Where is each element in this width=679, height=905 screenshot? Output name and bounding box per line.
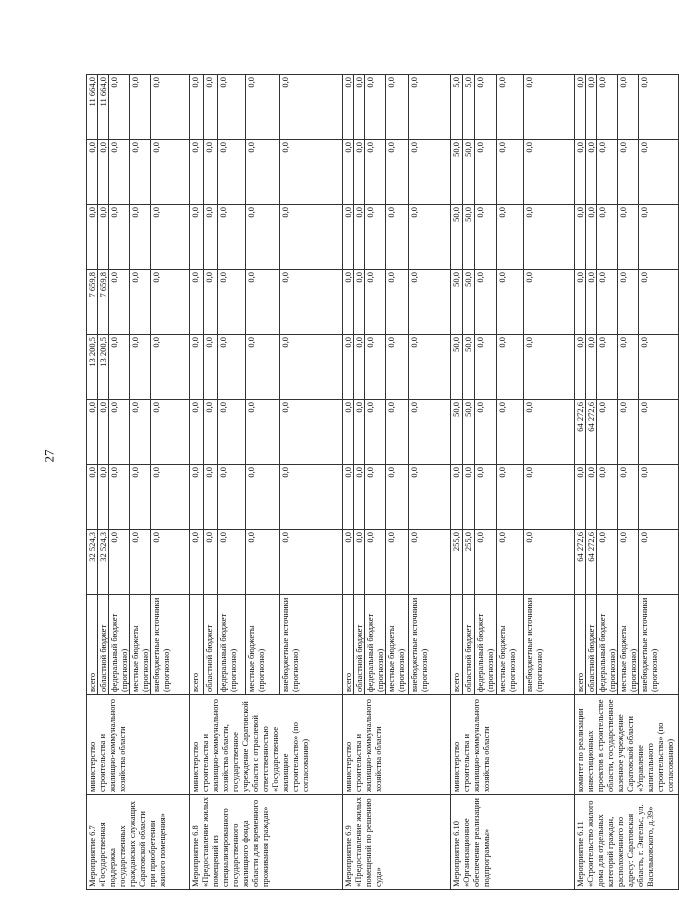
- value-cell: 64 272,6: [586, 400, 597, 465]
- value-cell: 0,0: [618, 335, 639, 400]
- funding-source-cell: федеральный бюджет (прогнозно): [109, 595, 130, 695]
- funding-source-cell: всего: [451, 595, 463, 695]
- funding-source-cell: местные бюджеты (прогнозно): [130, 595, 151, 695]
- value-cell: 0,0: [204, 205, 218, 270]
- value-cell: 0,0: [204, 465, 218, 530]
- funding-source-cell: внебюджетные источники (прогнозно): [409, 595, 451, 695]
- value-cell: 0,0: [409, 270, 451, 335]
- value-cell: 0,0: [151, 530, 190, 595]
- value-cell: 32 524,3: [87, 530, 98, 595]
- value-cell: 50,0: [451, 400, 463, 465]
- value-cell: 0,0: [475, 335, 497, 400]
- measure-cell: Мероприятие 6.7 «Государственная поддержка государственных гражданских служащих Саратовской области при приобретении жилого помещения»: [87, 795, 190, 890]
- funding-source-cell: областной бюджет: [354, 595, 365, 695]
- funding-table: [86, 74, 679, 890]
- value-cell: 0,0: [524, 75, 575, 140]
- value-cell: 0,0: [354, 530, 365, 595]
- value-cell: 0,0: [575, 140, 586, 205]
- value-cell: 0,0: [109, 335, 130, 400]
- value-cell: 0,0: [246, 400, 280, 465]
- value-cell: 0,0: [524, 335, 575, 400]
- funding-source-cell: федеральный бюджет (прогнозно): [218, 595, 246, 695]
- value-cell: 0,0: [597, 335, 618, 400]
- value-cell: 0,0: [87, 400, 98, 465]
- value-cell: 0,0: [497, 205, 524, 270]
- executor-cell: министерство строительства и жилищно-коммунального хозяйства области: [451, 695, 575, 795]
- table-row: [343, 75, 354, 890]
- value-cell: 0,0: [597, 205, 618, 270]
- value-cell: 0,0: [130, 335, 151, 400]
- value-cell: 0,0: [280, 335, 343, 400]
- value-cell: 0,0: [87, 465, 98, 530]
- value-cell: 0,0: [343, 400, 354, 465]
- value-cell: 0,0: [246, 530, 280, 595]
- value-cell: 0,0: [365, 400, 386, 465]
- value-cell: 0,0: [190, 140, 204, 205]
- value-cell: 0,0: [475, 465, 497, 530]
- value-cell: 0,0: [130, 75, 151, 140]
- value-cell: 0,0: [109, 75, 130, 140]
- value-cell: 50,0: [463, 400, 475, 465]
- rotated-table-container: [86, 75, 675, 890]
- value-cell: 0,0: [597, 140, 618, 205]
- value-cell: 0,0: [190, 205, 204, 270]
- value-cell: 0,0: [218, 530, 246, 595]
- value-cell: 0,0: [597, 465, 618, 530]
- value-cell: 0,0: [98, 140, 109, 205]
- value-cell: 0,0: [618, 140, 639, 205]
- value-cell: 0,0: [497, 400, 524, 465]
- value-cell: 0,0: [639, 465, 679, 530]
- funding-source-cell: всего: [190, 595, 204, 695]
- executor-cell: министерство строительства и жилищно-коммунального хозяйства области, государственное учреждение Саратовской области с отраслевой ответственностью «Государственное жилищное строительство» (по согласованию): [190, 695, 343, 795]
- value-cell: 0,0: [639, 205, 679, 270]
- value-cell: 0,0: [204, 335, 218, 400]
- funding-source-cell: всего: [87, 595, 98, 695]
- funding-source-cell: областной бюджет: [204, 595, 218, 695]
- value-cell: 0,0: [109, 205, 130, 270]
- value-cell: 0,0: [597, 530, 618, 595]
- value-cell: 0,0: [365, 140, 386, 205]
- funding-source-cell: федеральный бюджет (прогнозно): [475, 595, 497, 695]
- value-cell: 50,0: [451, 270, 463, 335]
- value-cell: 0,0: [343, 530, 354, 595]
- value-cell: 0,0: [409, 205, 451, 270]
- table-row: [575, 75, 586, 890]
- value-cell: 0,0: [575, 205, 586, 270]
- funding-source-cell: внебюджетные источники (прогнозно): [639, 595, 679, 695]
- value-cell: 0,0: [354, 400, 365, 465]
- value-cell: 0,0: [597, 75, 618, 140]
- value-cell: 0,0: [639, 530, 679, 595]
- value-cell: 0,0: [524, 270, 575, 335]
- value-cell: 0,0: [386, 140, 409, 205]
- value-cell: 0,0: [130, 140, 151, 205]
- value-cell: 0,0: [87, 140, 98, 205]
- value-cell: 0,0: [618, 205, 639, 270]
- value-cell: 5,0: [451, 75, 463, 140]
- value-cell: 0,0: [365, 75, 386, 140]
- value-cell: 0,0: [475, 270, 497, 335]
- value-cell: 0,0: [639, 75, 679, 140]
- value-cell: 0,0: [497, 75, 524, 140]
- value-cell: 0,0: [386, 530, 409, 595]
- value-cell: 0,0: [151, 75, 190, 140]
- table-row: [451, 75, 463, 890]
- value-cell: 0,0: [246, 205, 280, 270]
- value-cell: 0,0: [190, 465, 204, 530]
- value-cell: 0,0: [618, 530, 639, 595]
- funding-source-cell: всего: [343, 595, 354, 695]
- funding-table-body: [87, 75, 679, 890]
- value-cell: 32 524,3: [98, 530, 109, 595]
- value-cell: 0,0: [204, 530, 218, 595]
- value-cell: 11 664,0: [87, 75, 98, 140]
- value-cell: 0,0: [280, 270, 343, 335]
- value-cell: 0,0: [343, 205, 354, 270]
- value-cell: 0,0: [246, 140, 280, 205]
- funding-source-cell: федеральный бюджет (прогнозно): [365, 595, 386, 695]
- value-cell: 0,0: [246, 465, 280, 530]
- value-cell: 0,0: [586, 140, 597, 205]
- value-cell: 0,0: [409, 465, 451, 530]
- funding-source-cell: всего: [575, 595, 586, 695]
- value-cell: 0,0: [280, 205, 343, 270]
- value-cell: 11 664,0: [98, 75, 109, 140]
- value-cell: 0,0: [409, 335, 451, 400]
- value-cell: 50,0: [451, 140, 463, 205]
- value-cell: 0,0: [109, 400, 130, 465]
- value-cell: 0,0: [246, 270, 280, 335]
- value-cell: 0,0: [218, 140, 246, 205]
- value-cell: 0,0: [218, 400, 246, 465]
- value-cell: 0,0: [151, 205, 190, 270]
- funding-source-cell: местные бюджеты (прогнозно): [386, 595, 409, 695]
- value-cell: 0,0: [524, 400, 575, 465]
- value-cell: 0,0: [151, 400, 190, 465]
- value-cell: 0,0: [190, 270, 204, 335]
- value-cell: 0,0: [280, 75, 343, 140]
- value-cell: 0,0: [386, 270, 409, 335]
- value-cell: 0,0: [618, 270, 639, 335]
- value-cell: 0,0: [524, 140, 575, 205]
- value-cell: 0,0: [365, 270, 386, 335]
- value-cell: 7 659,8: [87, 270, 98, 335]
- value-cell: 0,0: [586, 465, 597, 530]
- value-cell: 0,0: [639, 140, 679, 205]
- value-cell: 0,0: [386, 205, 409, 270]
- value-cell: 0,0: [343, 270, 354, 335]
- value-cell: 0,0: [354, 75, 365, 140]
- table-viewport: [86, 75, 675, 890]
- value-cell: 0,0: [524, 465, 575, 530]
- measure-cell: Мероприятие 6.10 «Организационное обеспечение реализации подпрограммы»: [451, 795, 575, 890]
- value-cell: 0,0: [354, 465, 365, 530]
- value-cell: 0,0: [639, 270, 679, 335]
- value-cell: 50,0: [463, 205, 475, 270]
- value-cell: 0,0: [365, 530, 386, 595]
- value-cell: 0,0: [190, 335, 204, 400]
- value-cell: 0,0: [151, 335, 190, 400]
- value-cell: 0,0: [524, 205, 575, 270]
- value-cell: 0,0: [204, 75, 218, 140]
- value-cell: 0,0: [109, 530, 130, 595]
- funding-source-cell: местные бюджеты (прогнозно): [246, 595, 280, 695]
- value-cell: 0,0: [597, 270, 618, 335]
- value-cell: 0,0: [354, 335, 365, 400]
- value-cell: 0,0: [98, 205, 109, 270]
- measure-cell: Мероприятие 6.9 «Предоставление жилых помещений по решению суда»: [343, 795, 451, 890]
- value-cell: 0,0: [365, 205, 386, 270]
- value-cell: 0,0: [409, 400, 451, 465]
- value-cell: 0,0: [618, 465, 639, 530]
- value-cell: 0,0: [204, 270, 218, 335]
- value-cell: 0,0: [354, 270, 365, 335]
- table-row: [190, 75, 204, 890]
- value-cell: 0,0: [409, 140, 451, 205]
- funding-source-cell: областной бюджет: [586, 595, 597, 695]
- value-cell: 0,0: [151, 140, 190, 205]
- value-cell: 0,0: [463, 465, 475, 530]
- measure-cell: Мероприятие 6.8 «Предоставление жилых помещений из специализированного государственного жилищного фонда области для временного проживания граждан»: [190, 795, 343, 890]
- value-cell: 0,0: [354, 205, 365, 270]
- value-cell: 0,0: [343, 140, 354, 205]
- value-cell: 0,0: [409, 75, 451, 140]
- value-cell: 0,0: [575, 335, 586, 400]
- value-cell: 0,0: [575, 270, 586, 335]
- funding-source-cell: внебюджетные источники (прогнозно): [280, 595, 343, 695]
- value-cell: 0,0: [218, 465, 246, 530]
- value-cell: 0,0: [386, 335, 409, 400]
- value-cell: 0,0: [204, 140, 218, 205]
- value-cell: 0,0: [130, 530, 151, 595]
- value-cell: 0,0: [109, 270, 130, 335]
- value-cell: 0,0: [130, 270, 151, 335]
- value-cell: 255,0: [463, 530, 475, 595]
- value-cell: 0,0: [130, 205, 151, 270]
- value-cell: 0,0: [497, 270, 524, 335]
- value-cell: 0,0: [386, 75, 409, 140]
- value-cell: 0,0: [497, 465, 524, 530]
- value-cell: 0,0: [639, 400, 679, 465]
- value-cell: 0,0: [151, 270, 190, 335]
- value-cell: 0,0: [639, 335, 679, 400]
- value-cell: 0,0: [130, 400, 151, 465]
- value-cell: 13 200,5: [87, 335, 98, 400]
- value-cell: 0,0: [246, 75, 280, 140]
- value-cell: 0,0: [246, 335, 280, 400]
- value-cell: 0,0: [365, 335, 386, 400]
- value-cell: 50,0: [451, 335, 463, 400]
- funding-source-cell: внебюджетные источники (прогнозно): [151, 595, 190, 695]
- funding-source-cell: федеральный бюджет (прогнозно): [597, 595, 618, 695]
- value-cell: 0,0: [475, 75, 497, 140]
- value-cell: 50,0: [463, 140, 475, 205]
- value-cell: 0,0: [343, 465, 354, 530]
- value-cell: 0,0: [98, 465, 109, 530]
- value-cell: 0,0: [280, 140, 343, 205]
- value-cell: 0,0: [151, 465, 190, 530]
- funding-source-cell: областной бюджет: [463, 595, 475, 695]
- value-cell: 0,0: [280, 400, 343, 465]
- value-cell: 7 659,8: [98, 270, 109, 335]
- value-cell: 13 200,5: [98, 335, 109, 400]
- value-cell: 0,0: [218, 270, 246, 335]
- value-cell: 0,0: [218, 205, 246, 270]
- value-cell: 0,0: [475, 140, 497, 205]
- executor-cell: министерство строительства и жилищно-коммунального хозяйства области: [343, 695, 451, 795]
- value-cell: 0,0: [586, 335, 597, 400]
- funding-source-cell: местные бюджеты (прогнозно): [497, 595, 524, 695]
- value-cell: 5,0: [463, 75, 475, 140]
- value-cell: 0,0: [475, 205, 497, 270]
- value-cell: 0,0: [618, 400, 639, 465]
- value-cell: 0,0: [190, 400, 204, 465]
- table-row: [87, 75, 98, 890]
- value-cell: 0,0: [586, 75, 597, 140]
- value-cell: 0,0: [190, 530, 204, 595]
- value-cell: 0,0: [343, 335, 354, 400]
- value-cell: 0,0: [409, 530, 451, 595]
- value-cell: 0,0: [354, 140, 365, 205]
- value-cell: 0,0: [218, 335, 246, 400]
- value-cell: 0,0: [190, 75, 204, 140]
- value-cell: 0,0: [618, 75, 639, 140]
- value-cell: 0,0: [204, 400, 218, 465]
- value-cell: 0,0: [365, 465, 386, 530]
- value-cell: 0,0: [597, 400, 618, 465]
- value-cell: 0,0: [497, 335, 524, 400]
- value-cell: 0,0: [386, 465, 409, 530]
- value-cell: 0,0: [98, 400, 109, 465]
- measure-cell: Мероприятие 6.11 «Строительство жилого дома для отдельных категорий граждан, расположенного по адресу: Саратовская область, г. Энгельс, ул. Васильковского, д.39»: [575, 795, 679, 890]
- value-cell: 0,0: [280, 530, 343, 595]
- funding-source-cell: внебюджетные источники (прогнозно): [524, 595, 575, 695]
- value-cell: 0,0: [109, 465, 130, 530]
- value-cell: 50,0: [451, 205, 463, 270]
- value-cell: 64 272,6: [575, 530, 586, 595]
- funding-source-cell: областной бюджет: [98, 595, 109, 695]
- page-number: 27: [41, 449, 57, 463]
- funding-source-cell: местные бюджеты (прогнозно): [618, 595, 639, 695]
- value-cell: 0,0: [475, 530, 497, 595]
- value-cell: 50,0: [463, 270, 475, 335]
- value-cell: 0,0: [586, 205, 597, 270]
- value-cell: 0,0: [451, 465, 463, 530]
- value-cell: 0,0: [524, 530, 575, 595]
- value-cell: 0,0: [575, 465, 586, 530]
- executor-cell: министерство строительства и жилищно-коммунального хозяйства области: [87, 695, 190, 795]
- value-cell: 0,0: [575, 75, 586, 140]
- value-cell: 0,0: [109, 140, 130, 205]
- value-cell: 0,0: [475, 400, 497, 465]
- value-cell: 255,0: [451, 530, 463, 595]
- value-cell: 0,0: [343, 75, 354, 140]
- value-cell: 0,0: [280, 465, 343, 530]
- executor-cell: комитет по реализации инвестиционных проектов в строительстве области, государственное казенное учреждение Саратовской области «Управление капитального строительства» (по согласованию): [575, 695, 679, 795]
- value-cell: 0,0: [586, 270, 597, 335]
- value-cell: 64 272,6: [586, 530, 597, 595]
- value-cell: 0,0: [218, 75, 246, 140]
- value-cell: 0,0: [497, 530, 524, 595]
- value-cell: 0,0: [497, 140, 524, 205]
- value-cell: 50,0: [463, 335, 475, 400]
- value-cell: 64 272,6: [575, 400, 586, 465]
- value-cell: 0,0: [87, 205, 98, 270]
- value-cell: 0,0: [386, 400, 409, 465]
- value-cell: 0,0: [130, 465, 151, 530]
